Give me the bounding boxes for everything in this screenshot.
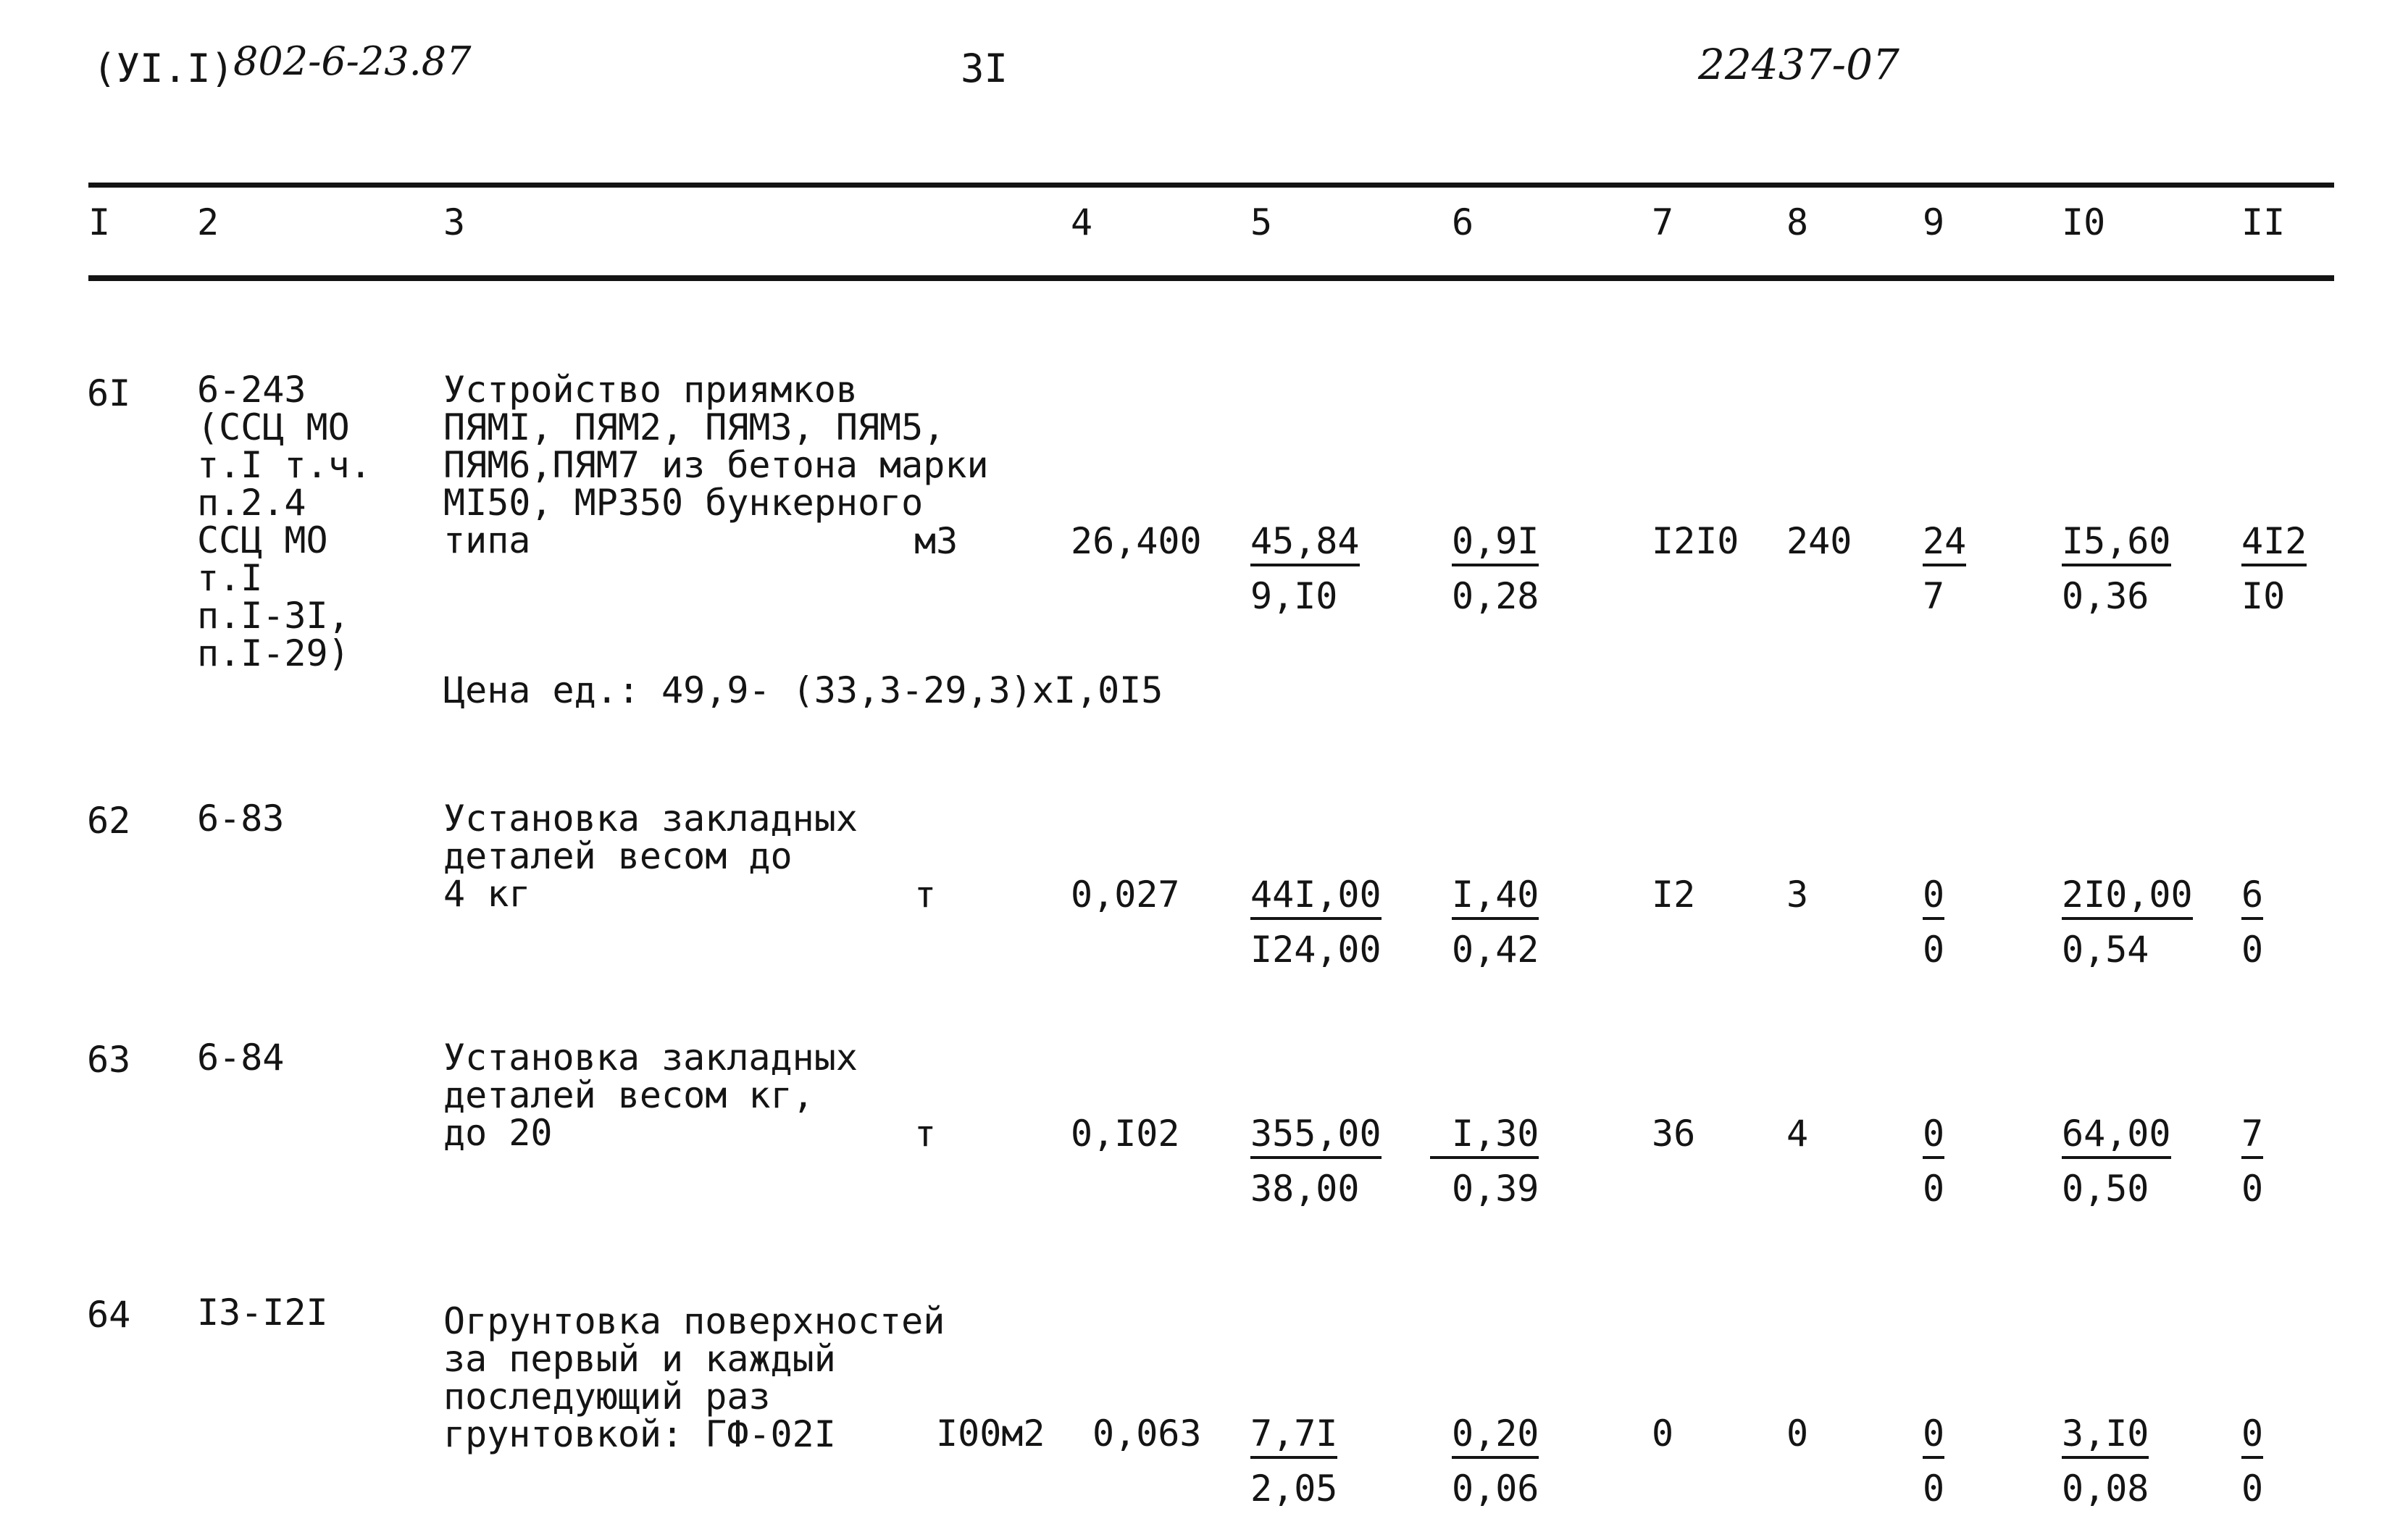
col5-bottom: 38,00 xyxy=(1250,1168,1360,1210)
col5-top: 45,84 xyxy=(1250,523,1360,566)
work-description: Огрунтовка поверхностей за первый и каждый последующий раз грунтовкой: ГФ-02I xyxy=(443,1300,945,1455)
header-left-label: (УI.I) xyxy=(93,46,235,91)
column-header-7: 7 xyxy=(1652,201,1674,243)
col6-bottom: 0,42 xyxy=(1452,929,1539,971)
col11-top: 7 xyxy=(2241,1116,2263,1159)
unit: т xyxy=(914,1113,937,1155)
col5-top: 355,00 xyxy=(1250,1116,1382,1159)
page-number: 3I xyxy=(961,46,1008,91)
col11-top: 6 xyxy=(2241,876,2263,920)
col6-bottom: 0,06 xyxy=(1452,1468,1539,1510)
table-header-bottom-rule xyxy=(88,275,2334,281)
col6-top: 0,20 xyxy=(1452,1415,1539,1459)
price-note: Цена ед.: 49,9- (33,3-29,3)хI,0I5 xyxy=(443,669,1163,711)
unit: т xyxy=(914,874,937,916)
col9-top: 0 xyxy=(1923,1415,1944,1459)
col10-bottom: 0,08 xyxy=(2062,1468,2149,1510)
quantity: 0,063 xyxy=(1092,1413,1202,1455)
col5-top: 7,7I xyxy=(1250,1415,1337,1459)
col9-bottom: 0 xyxy=(1923,1168,1945,1210)
unit: м3 xyxy=(914,520,958,562)
quantity: 0,I02 xyxy=(1071,1113,1180,1155)
row-number: 63 xyxy=(87,1039,131,1081)
column-header-2: 2 xyxy=(197,201,220,243)
col8: 240 xyxy=(1786,520,1852,562)
col8: 3 xyxy=(1786,874,1809,916)
column-header-9: 9 xyxy=(1923,201,1945,243)
col11-top: 4I2 xyxy=(2241,523,2307,566)
col8: 0 xyxy=(1786,1413,1809,1455)
col7: I2 xyxy=(1652,874,1696,916)
col5-bottom: 2,05 xyxy=(1250,1468,1338,1510)
rate-code: 6-84 xyxy=(197,1037,285,1079)
col10-top: 3,I0 xyxy=(2062,1415,2149,1459)
col9-bottom: 7 xyxy=(1923,575,1945,617)
column-header-1: I xyxy=(88,201,111,243)
col5-bottom: I24,00 xyxy=(1250,929,1382,971)
col10-top: 64,00 xyxy=(2062,1116,2171,1159)
col6-top: I,30 xyxy=(1430,1116,1539,1159)
col10-bottom: 0,54 xyxy=(2062,929,2149,971)
rate-code: 6-83 xyxy=(197,798,285,840)
column-header-8: 8 xyxy=(1786,201,1809,243)
col9-top: 24 xyxy=(1923,523,1966,566)
col8: 4 xyxy=(1786,1113,1809,1155)
column-header-4: 4 xyxy=(1071,201,1093,243)
rate-code: 6-243 (ССЦ МО т.I т.ч. п.2.4 ССЦ МО т.I п.I-3I, п.I-29) xyxy=(197,369,372,674)
col6-top: I,40 xyxy=(1452,876,1539,920)
row-number: 64 xyxy=(87,1294,131,1336)
col10-top: I5,60 xyxy=(2062,523,2171,566)
col7: I2I0 xyxy=(1652,520,1739,562)
col10-top: 2I0,00 xyxy=(2062,876,2193,920)
col5-top: 44I,00 xyxy=(1250,876,1382,920)
unit: I00м2 xyxy=(936,1413,1045,1455)
column-header-6: 6 xyxy=(1452,201,1474,243)
row-number: 6I xyxy=(87,372,131,414)
col5-bottom: 9,I0 xyxy=(1250,575,1338,617)
col9-top: 0 xyxy=(1923,876,1944,920)
col11-bottom: 0 xyxy=(2241,1168,2264,1210)
col10-bottom: 0,36 xyxy=(2062,575,2149,617)
header-handwritten-code: 802-6-23.87 xyxy=(233,38,472,84)
document-number: 22437-07 xyxy=(1698,40,1899,89)
col11-top: 0 xyxy=(2241,1415,2263,1459)
column-header-11: II xyxy=(2241,201,2286,243)
col10-bottom: 0,50 xyxy=(2062,1168,2149,1210)
row-number: 62 xyxy=(87,800,131,842)
column-header-10: I0 xyxy=(2062,201,2106,243)
col6-bottom: 0,39 xyxy=(1452,1168,1539,1210)
column-header-3: 3 xyxy=(443,201,466,243)
col11-bottom: 0 xyxy=(2241,929,2264,971)
col7: 36 xyxy=(1652,1113,1696,1155)
quantity: 26,400 xyxy=(1071,520,1202,562)
col7: 0 xyxy=(1652,1413,1674,1455)
work-description: Установка закладных деталей весом кг, до 20 xyxy=(443,1037,858,1154)
col6-bottom: 0,28 xyxy=(1452,575,1539,617)
col11-bottom: 0 xyxy=(2241,1468,2264,1510)
work-description: Установка закладных деталей весом до 4 кг xyxy=(443,798,858,915)
col9-bottom: 0 xyxy=(1923,929,1945,971)
rate-code: I3-I2I xyxy=(197,1292,328,1334)
col9-top: 0 xyxy=(1923,1116,1944,1159)
work-description: Устройство приямков ПЯМI, ПЯМ2, ПЯМ3, ПЯМ5, ПЯМ6,ПЯМ7 из бетона марки МI50, МР350 бункерного типа xyxy=(443,369,989,561)
quantity: 0,027 xyxy=(1071,874,1180,916)
col9-bottom: 0 xyxy=(1923,1468,1945,1510)
col6-top: 0,9I xyxy=(1452,523,1539,566)
column-header-5: 5 xyxy=(1250,201,1273,243)
table-top-rule xyxy=(88,183,2334,188)
col11-bottom: I0 xyxy=(2241,575,2286,617)
